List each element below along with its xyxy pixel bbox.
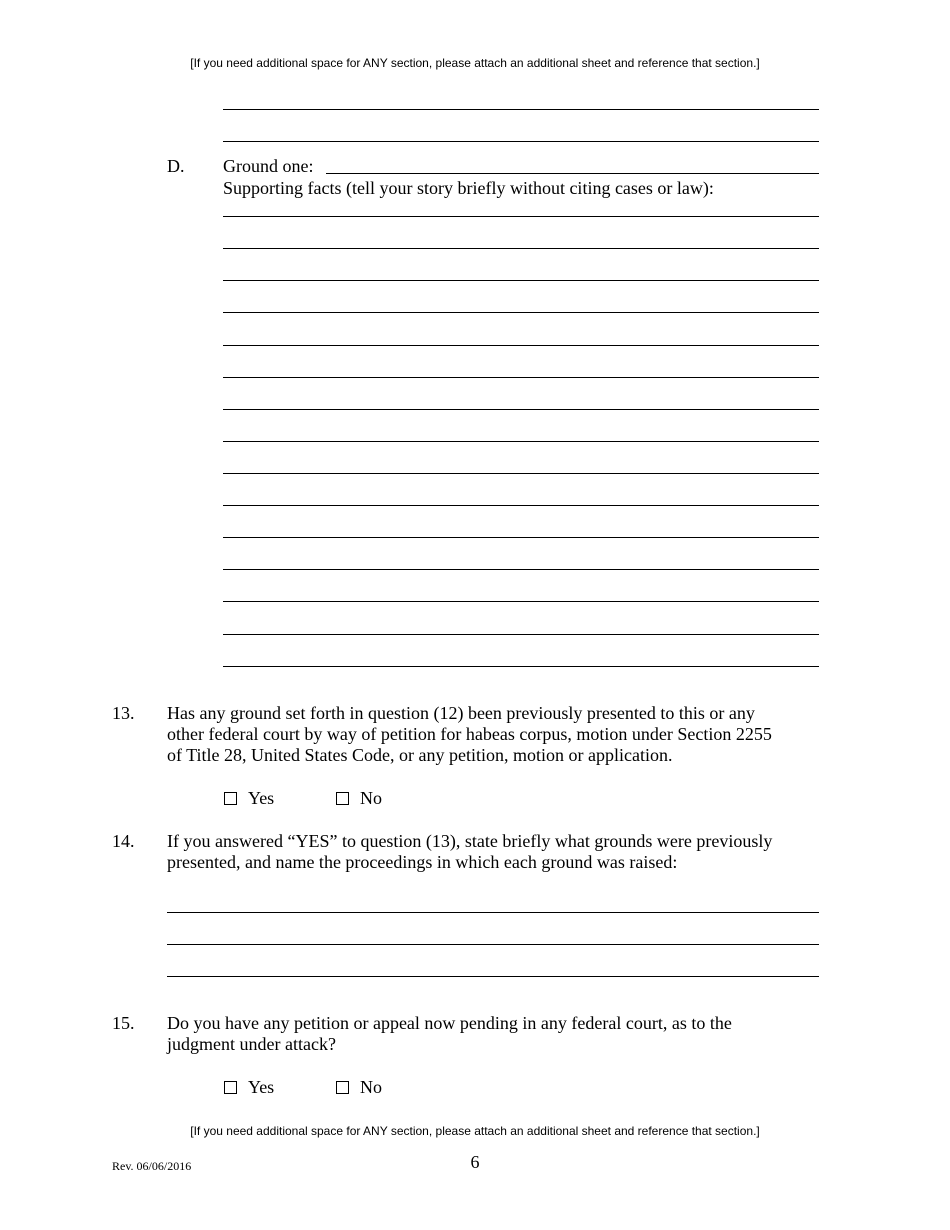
answer-line[interactable]	[167, 944, 819, 945]
answer-line[interactable]	[223, 569, 819, 570]
answer-line[interactable]	[167, 912, 819, 913]
checkbox-label: Yes	[248, 788, 275, 808]
question-number: 14.	[112, 831, 135, 851]
ground-one-label: Ground one:	[223, 156, 314, 176]
answer-line[interactable]	[223, 248, 819, 249]
answer-line[interactable]	[223, 377, 819, 378]
question-14-text: If you answered “YES” to question (13), state briefly what grounds were previously	[167, 831, 773, 851]
answer-line[interactable]	[223, 601, 819, 602]
revision-date: Rev. 06/06/2016	[112, 1159, 192, 1173]
answer-line[interactable]	[167, 976, 819, 977]
notice-top: [If you need additional space for ANY section, please attach an additional sheet and reference that section.]	[190, 56, 760, 70]
answer-line[interactable]	[223, 473, 819, 474]
checkbox-icon	[224, 792, 237, 805]
section-letter: D.	[167, 156, 185, 176]
answer-line[interactable]	[223, 141, 819, 142]
question-13-text: of Title 28, United States Code, or any petition, motion or application.	[167, 745, 673, 765]
question-15-text: Do you have any petition or appeal now pending in any federal court, as to the	[167, 1013, 732, 1033]
page-number: 6	[470, 1152, 480, 1172]
answer-line[interactable]	[223, 441, 819, 442]
answer-line[interactable]	[223, 109, 819, 110]
ground-one-field[interactable]	[326, 173, 819, 174]
answer-line[interactable]	[223, 280, 819, 281]
question-number: 15.	[112, 1013, 135, 1033]
answer-line[interactable]	[223, 345, 819, 346]
checkbox-icon	[336, 1081, 349, 1094]
q13-yes-checkbox[interactable]	[224, 788, 274, 809]
answer-line[interactable]	[223, 216, 819, 217]
question-13-text: other federal court by way of petition for habeas corpus, motion under Section 2255	[167, 724, 772, 744]
q15-no-checkbox[interactable]	[336, 1077, 382, 1098]
checkbox-icon	[224, 1081, 237, 1094]
q15-yes-checkbox[interactable]	[224, 1077, 274, 1098]
supporting-facts-label: Supporting facts (tell your story briefly without citing cases or law):	[223, 178, 714, 198]
question-number: 13.	[112, 703, 135, 723]
answer-line[interactable]	[223, 312, 819, 313]
checkbox-label: No	[360, 788, 382, 808]
question-15-text: judgment under attack?	[167, 1034, 336, 1054]
answer-line[interactable]	[223, 505, 819, 506]
q13-no-checkbox[interactable]	[336, 788, 382, 809]
answer-line[interactable]	[223, 537, 819, 538]
answer-line[interactable]	[223, 409, 819, 410]
question-13-text: Has any ground set forth in question (12) been previously presented to this or any	[167, 703, 755, 723]
question-14-text: presented, and name the proceedings in which each ground was raised:	[167, 852, 678, 872]
answer-line[interactable]	[223, 634, 819, 635]
checkbox-label: No	[360, 1077, 382, 1097]
notice-bottom: [If you need additional space for ANY section, please attach an additional sheet and reference that section.]	[190, 1124, 760, 1138]
answer-line[interactable]	[223, 666, 819, 667]
checkbox-icon	[336, 792, 349, 805]
checkbox-label: Yes	[248, 1077, 275, 1097]
